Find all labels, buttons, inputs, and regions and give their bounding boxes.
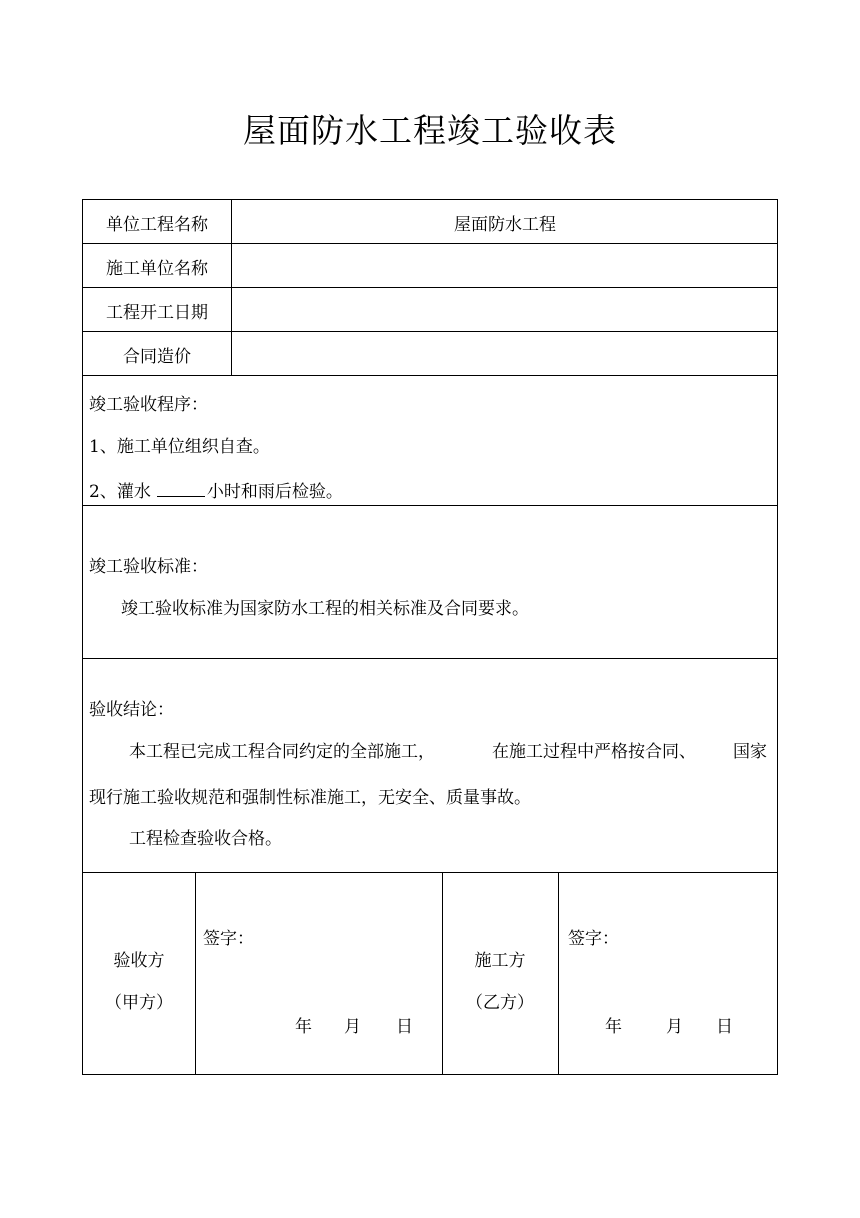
procedure-heading: 竣工验收程序：	[89, 395, 208, 415]
conclusion-heading: 验收结论：	[89, 700, 174, 720]
hours-blank-field[interactable]	[157, 480, 205, 497]
party-a-year: 年	[295, 1017, 312, 1037]
party-a-month: 月	[344, 1017, 361, 1037]
label-contract-price: 合同造价	[123, 347, 191, 367]
procedure-item-1: 1、施工单位组织自查。	[89, 437, 270, 457]
standard-text: 竣工验收标准为国家防水工程的相关标准及合同要求。	[121, 599, 529, 619]
label-start-date: 工程开工日期	[106, 303, 208, 323]
row-divider	[83, 331, 777, 332]
party-b-month: 月	[666, 1017, 683, 1037]
procedure-item-2-prefix: 2、灌水	[89, 482, 151, 502]
label-contractor-name: 施工单位名称	[106, 259, 208, 279]
standard-heading: 竣工验收标准：	[89, 557, 208, 577]
conclusion-line-1c: 国家	[733, 742, 767, 762]
row-divider	[83, 658, 777, 659]
party-b-sign-label: 签字：	[568, 929, 619, 949]
conclusion-line-2: 现行施工验收规范和强制性标准施工，无安全、质量事故。	[89, 788, 531, 808]
value-unit-project-name[interactable]: 屋面防水工程	[454, 215, 556, 235]
conclusion-line-1a: 本工程已完成工程合同约定的全部施工，	[129, 742, 435, 762]
party-b-day: 日	[716, 1017, 733, 1037]
conclusion-line-3: 工程检查验收合格。	[129, 829, 282, 849]
page-title: 屋面防水工程竣工验收表	[243, 111, 617, 150]
party-b-label: 施工方	[474, 951, 526, 971]
party-b-sub: （乙方）	[466, 993, 534, 1013]
party-a-sign-label: 签字：	[203, 929, 254, 949]
party-b-year: 年	[605, 1017, 622, 1037]
row-divider	[83, 505, 777, 506]
procedure-item-2	[89, 480, 343, 503]
column-divider	[558, 872, 559, 1075]
column-divider	[442, 872, 443, 1075]
acceptance-form-table	[82, 199, 778, 1075]
column-divider	[195, 872, 196, 1075]
procedure-item-2-suffix: 小时和雨后检验。	[206, 482, 343, 502]
party-a-sub: （甲方）	[105, 993, 173, 1013]
row-divider	[83, 287, 777, 288]
conclusion-line-1b: 在施工过程中严格按合同、	[492, 742, 696, 762]
party-a-label: 验收方	[113, 951, 165, 971]
row-divider	[83, 243, 777, 244]
label-unit-project-name: 单位工程名称	[106, 215, 208, 235]
row-divider	[83, 375, 777, 376]
row-divider	[83, 872, 777, 873]
party-a-day: 日	[396, 1017, 413, 1037]
